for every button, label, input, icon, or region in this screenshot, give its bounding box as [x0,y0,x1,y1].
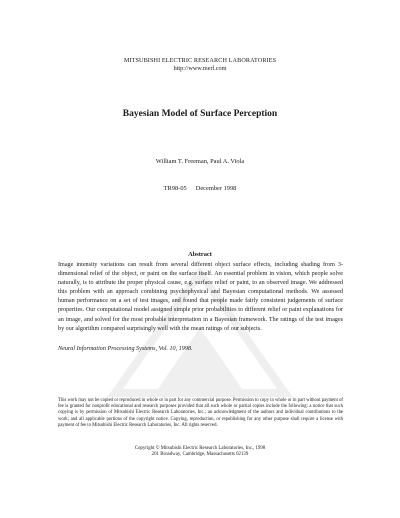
lab-url[interactable]: http://www.merl.com [173,65,227,72]
lab-name: MITSUBISHI ELECTRIC RESEARCH LABORATORIES [123,57,277,64]
copy-permission-notice: This work may not be copied or reproduced in whole or in part for any commercial purpose. Permission to copy in whole or in part without payment of fee is granted for nonprofit educational and research purposes provided that all such whole or partial copies include the following: a notice that such copying is by permission of Mitsubishi Electric Research Laboratories, Inc.; an acknowledgment of the authors and individual contributions to the work; and all applicable portions of the copyright notice. Copying, reproduction, or republishing for any other purpose shall require a license with payment of fee to Mitsubishi Electric Research Laboratories, Inc. All rights reserved. [58,398,343,428]
publication-venue: Neural Information Processing Systems, Vol. 10, 1998. [58,346,193,352]
abstract-body: Image intensity variations can result from several different object surface effects, including shading from 3-dimensional relief of the object, or paint on the surface itself. An essential problem in vision, which people solve naturally, is to attribute the proper physical cause, e.g. surface relief or paint, to an observed image. We addressed this problem with an approach combining psychophysical and Bayesian computational methods. We assessed human performance on a set of test images, and found that people made fairly consistent judgements of surface properties. Our computational model assigned simple prior probabilities to different relief or paint explanations for an image, and solved for the most probable interpretation in a Bayesian framework. The ratings of the test images by our algorithm compared surprisingly well with the mean ratings of our subjects. [58,262,343,332]
paper-authors: William T. Freeman, Paul A. Viola [155,158,245,165]
paper-title: Bayesian Model of Surface Perception [122,109,278,119]
abstract-heading: Abstract [188,251,212,258]
copyright-line: Copyright © Mitsubishi Electric Research Laboratories, Inc., 1998 [134,446,266,451]
report-date: December 1998 [195,185,237,192]
report-info [0,185,400,192]
address-line: 201 Broadway, Cambridge, Massachusetts 02139 [151,452,249,458]
copyright-block [0,446,400,459]
report-number: TR98-05 [163,185,187,192]
